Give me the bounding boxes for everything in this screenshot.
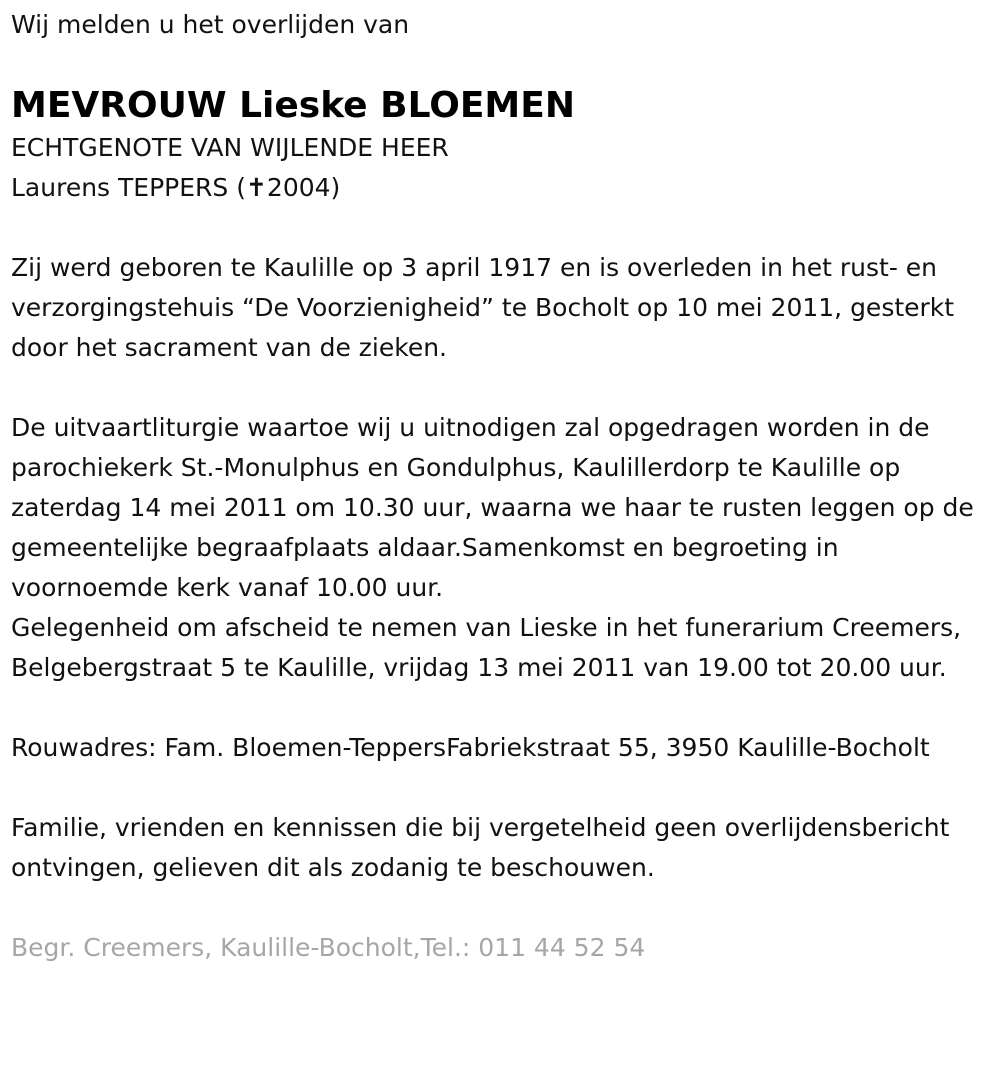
address-paragraph: Rouwadres: Fam. Bloemen-TeppersFabriekstraat 55, 3950 Kaulille-Bocholt — [11, 733, 930, 762]
spouse-line-2: Laurens TEPPERS (✝2004) — [11, 173, 341, 202]
spouse-line-1: ECHTGENOTE VAN WIJLENDE HEER — [11, 133, 449, 162]
funeral-director-footer: Begr. Creemers, Kaulille-Bocholt,Tel.: 011 44 52 54 — [11, 933, 646, 962]
intro-text: Wij melden u het overlijden van — [11, 10, 410, 39]
funeral-paragraph: De uitvaartliturgie waartoe wij u uitnodigen zal opgedragen worden in de parochiekerk St.-Monulphus en Gondulphus, Kaulillerdorp te Kaulille op zaterdag 14 mei 2011 om 10.30 uur, waarna we haar te rusten leggen op de gemeentelijke begraafplaats aldaar.Samenkomst en begroeting in voornoemde kerk vanaf 10.00 uur. — [11, 413, 974, 602]
farewell-paragraph: Gelegenheid om afscheid te nemen van Lieske in het funerarium Creemers, Belgebergstraat 5 te Kaulille, vrijdag 13 mei 2011 van 19.00 tot 20.00 uur. — [11, 613, 962, 682]
notice-paragraph: Familie, vrienden en kennissen die bij vergetelheid geen overlijdensbericht ontvingen, gelieven dit als zodanig te beschouwen. — [11, 813, 950, 882]
birth-death-paragraph: Zij werd geboren te Kaulille op 3 april 1917 en is overleden in het rust- en verzorgingstehuis “De Voorzienigheid” te Bocholt op 10 mei 2011, gesterkt door het sacrament van de zieken. — [11, 253, 955, 362]
deceased-name: MEVROUW Lieske BLOEMEN — [11, 85, 575, 126]
death-notice — [0, 5, 1000, 968]
